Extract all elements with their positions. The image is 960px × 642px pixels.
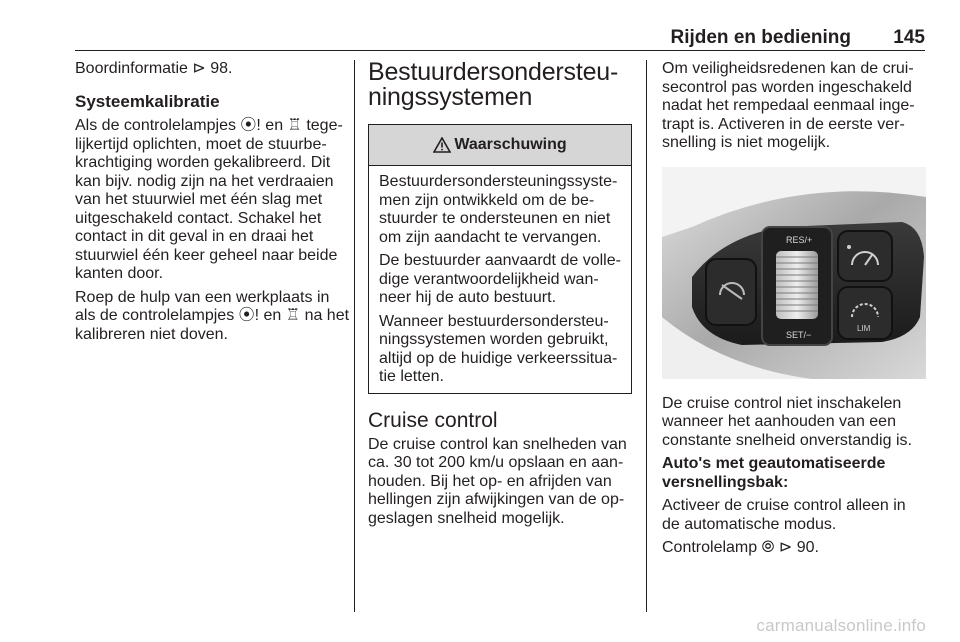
warning-paragraph: De bestuurder aanvaardt de volle-dige verantwoordelijkheid wan-neer hij de auto bestuurt. [379, 252, 621, 306]
section-heading: Cruise control [368, 408, 498, 432]
paragraph: Om veiligheidsredenen kan de crui-secontrol pas worden ingeschakeld nadat het rempedaal eenmaal inge-trapt is. Activeren in de eerste ver-snelling is niet mogelijk. [662, 60, 915, 151]
warning-box [368, 124, 632, 394]
page-number: 145 [893, 27, 925, 48]
cruise-off-button [706, 259, 756, 325]
speed-roller-switch [762, 227, 832, 345]
section-heading: Bestuurdersondersteu-ningssystemen [368, 58, 619, 111]
set-label: SET/− [786, 329, 812, 340]
warning-paragraph: Bestuurdersondersteuningssyste-men zijn ontwikkeld om de be-stuurder te ondersteunen en niet om zijn aandacht te vervangen. [379, 173, 618, 246]
paragraph: Activeer de cruise control alleen in de automatische modus. [662, 497, 906, 533]
warning-triangle-icon [433, 137, 451, 153]
column-divider [354, 60, 355, 612]
column-middle [368, 60, 632, 533]
warning-paragraph: Wanneer bestuurdersondersteu-ningssystemen worden gebruikt, altijd op de huidige verkeerssitua-tie letten. [379, 312, 618, 385]
paragraph: De cruise control niet inschakelen wanneer het aanhouden van een constante snelheid onverstandig is. [662, 394, 912, 449]
section-subheading: Systeemkalibratie [75, 91, 220, 111]
chapter-title: Rijden en bediening [670, 27, 851, 48]
watermark: carmanualsonline.info [756, 616, 926, 635]
column-left [75, 60, 353, 349]
paragraph: Roep de hulp van een werkplaats in als de controlelampjes ⦿! en ♖ na het kalibreren niet doven. [75, 288, 350, 343]
paragraph: Controlelamp ⦾ ⊳ 90. [662, 539, 819, 556]
res-label: RES/+ [786, 234, 813, 245]
lim-label: LIM [857, 323, 871, 333]
cross-reference: Boordinformatie ⊳ 98. [75, 60, 233, 77]
steering-wheel-controls-photo [662, 167, 926, 379]
cruise-on-button [838, 231, 892, 281]
speed-limiter-button [838, 287, 892, 339]
paragraph: Als de controlelampjes ⦿! en ♖ tege-lijkertijd oplichten, moet de stuurbe-krachtiging worden gekalibreerd. Dit kan bijv. nodig zijn na het verdraaien van het stuurwiel met één slag met uitgeschakeld contact. Schakel het contact in dit geval in en draai het stuurwiel één keer geheel naar beide kanten door. [75, 117, 343, 282]
paragraph: De cruise control kan snelheden van ca. 30 tot 200 km/u opslaan en aan-houden. Bij het op- en afrijden van hellingen zijn afwijkingen van de op-geslagen snelheid mogelijk. [368, 435, 627, 527]
column-right [662, 60, 926, 563]
bold-subheading: Auto's met geautomatiseerde versnellingsbak: [662, 455, 886, 491]
page-header [75, 0, 925, 51]
warning-title: Waarschuwing [454, 135, 567, 153]
warning-body [369, 166, 631, 393]
column-divider [646, 60, 647, 612]
warning-header [369, 125, 631, 166]
